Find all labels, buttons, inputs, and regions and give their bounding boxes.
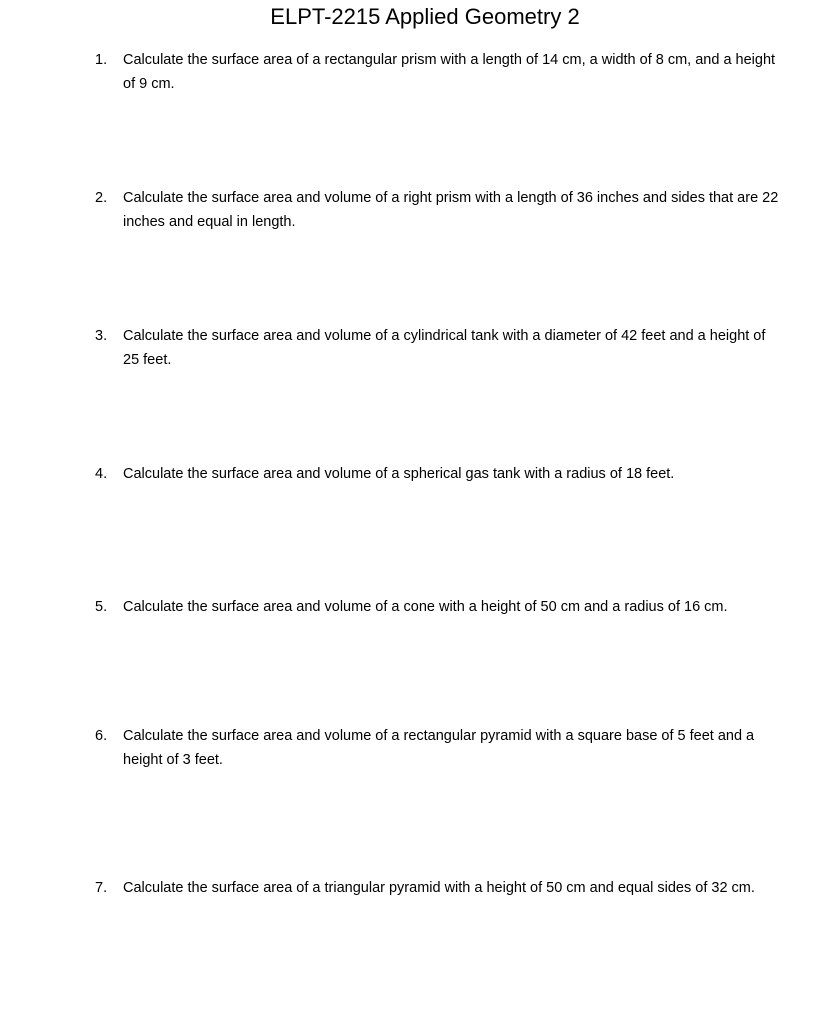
question-text: Calculate the surface area and volume of a right prism with a length of 36 inches and sides that are 22 inches and equal in length.	[123, 190, 779, 230]
question-number: 2.	[95, 190, 108, 206]
question-number: 4.	[95, 466, 108, 482]
question-number: 7.	[95, 880, 108, 896]
question-text: Calculate the surface area and volume of a cone with a height of 50 cm and a radius of 16 cm.	[123, 599, 728, 615]
question-text: Calculate the surface area and volume of a cylindrical tank with a diameter of 42 feet and a height of 25 feet.	[123, 328, 766, 368]
question-number: 5.	[95, 599, 108, 615]
question-number: 6.	[95, 728, 108, 744]
question-number: 3.	[95, 328, 108, 344]
question-text: Calculate the surface area of a triangular pyramid with a height of 50 cm and equal sides of 32 cm.	[123, 880, 755, 896]
question-6	[95, 725, 785, 772]
question-1	[95, 49, 785, 96]
page-title: ELPT-2215 Applied Geometry 2	[270, 4, 580, 29]
question-7	[95, 877, 785, 901]
question-number: 1.	[95, 52, 108, 68]
question-text: Calculate the surface area and volume of a rectangular pyramid with a square base of 5 feet and a height of 3 feet.	[123, 728, 755, 768]
question-text: Calculate the surface area and volume of a spherical gas tank with a radius of 18 feet.	[123, 466, 675, 482]
question-2	[95, 187, 785, 234]
question-text: Calculate the surface area of a rectangular prism with a length of 14 cm, a width of 8 cm, and a height of 9 cm.	[123, 52, 776, 92]
question-4	[95, 463, 785, 487]
question-3	[95, 325, 785, 372]
question-5	[95, 596, 785, 620]
